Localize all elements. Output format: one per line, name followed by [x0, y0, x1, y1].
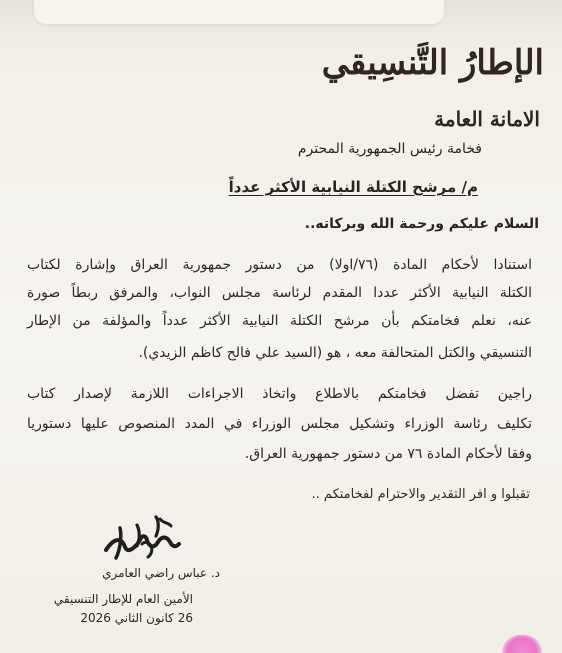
greeting: السلام عليكم ورحمة الله وبركاته..: [304, 216, 539, 232]
paragraph-2-line-3: وفقا لأحكام المادة ٧٦ من دستور جمهورية العراق.: [244, 446, 532, 462]
signer-title: الأمين العام للإطار التنسيقي: [53, 592, 193, 606]
subject-line: م/ مرشح الكتلة النيابية الأكثر عدداً: [228, 178, 478, 196]
paragraph-1-line-4: التنسيقي والكتل المتحالفة معه ، هو (السيد علي فالح كاظم الزيدي).: [138, 345, 532, 361]
paragraph-2-line-1: راجين تفضل فخامتكم بالاطلاع واتخاذ الاجراءات اللازمة لإصدار كتاب: [27, 386, 532, 402]
paragraph-2-line-2: تكليف رئاسة الوزراء وتشكيل مجلس الوزراء في المدد المنصوص عليها دستوريا: [27, 416, 532, 432]
paragraph-1-line-2: الكتلة النيابية الأكثر عددا المقدم لرئاسة مجلس النواب، والمرفق ربطاً صورة: [27, 285, 532, 301]
organization-name: الإطارُ التَّنسِيقي: [321, 43, 544, 83]
letter-date: 26 كانون الثاني 2026: [80, 611, 193, 625]
paragraph-1-line-3: عنه، نعلم فخامتكم بأن مرشح الكتلة النيابية الأكثر عدداً والمؤلفة من الإطار: [27, 313, 532, 329]
handwritten-signature-icon: [103, 511, 181, 566]
paragraph-1-line-1: استنادا لأحكام المادة (٧٦/اولا) من دستور جمهورية العراق وإشارة لكتاب: [27, 257, 532, 273]
signer-name: د. عباس راضي العامري: [102, 566, 220, 580]
addressee: فخامة رئيس الجمهورية المحترم: [297, 141, 482, 157]
closing-line: تقبلوا و افر التقدير والاحترام لفخامتكم ..: [311, 487, 530, 502]
organization-subtitle: الامانة العامة: [434, 107, 540, 131]
